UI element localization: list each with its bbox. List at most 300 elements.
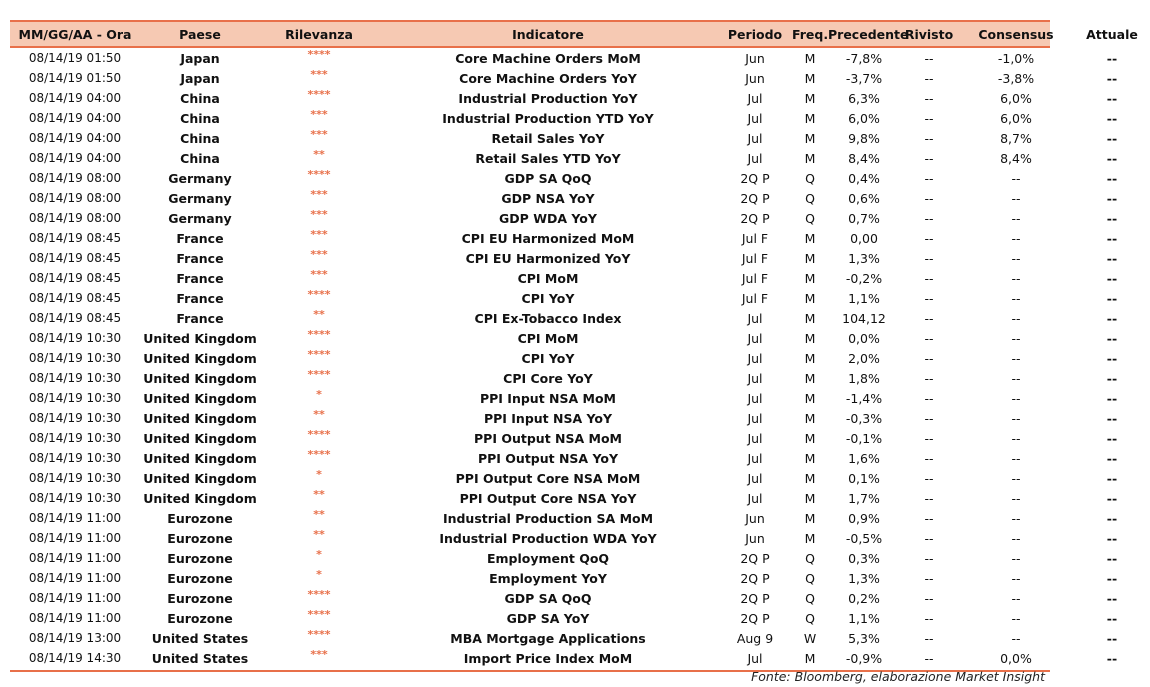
row-indicator: CPI Ex-Tobacco Index	[474, 310, 622, 326]
row-date: 08/14/19 10:30	[28, 351, 122, 365]
row-country: France	[176, 310, 224, 326]
row-indicator: CPI EU Harmonized YoY	[465, 250, 631, 266]
row-actual: --	[1106, 470, 1118, 486]
row-consensus: 8,4%	[1000, 150, 1032, 166]
row-revised: --	[924, 470, 934, 486]
row-revised: --	[924, 410, 934, 426]
row-consensus: --	[1011, 590, 1021, 606]
row-actual: --	[1106, 110, 1118, 126]
row-previous: 0,7%	[848, 210, 880, 226]
row-period: Jul	[747, 90, 763, 106]
row-actual: --	[1106, 530, 1118, 546]
row-period: 2Q P	[740, 170, 770, 186]
row-date: 08/14/19 04:00	[28, 111, 122, 125]
header-country: Paese	[179, 26, 221, 42]
row-date: 08/14/19 01:50	[28, 71, 122, 85]
row-revised: --	[924, 230, 934, 246]
row-consensus: --	[1011, 630, 1021, 646]
row-revised: --	[924, 570, 934, 586]
row-country: United Kingdom	[143, 470, 257, 486]
header-date: MM/GG/AA - Ora	[18, 26, 132, 42]
row-consensus: --	[1011, 250, 1021, 266]
row-indicator: GDP SA YoY	[506, 610, 590, 626]
row-freq: Q	[805, 190, 815, 206]
row-freq: M	[804, 410, 816, 426]
row-indicator: Import Price Index MoM	[463, 650, 633, 666]
row-country: Eurozone	[167, 510, 233, 526]
row-actual: --	[1106, 410, 1118, 426]
row-consensus: --	[1011, 350, 1021, 366]
row-relevance: **	[313, 528, 325, 541]
row-consensus: --	[1011, 490, 1021, 506]
row-relevance: ***	[310, 228, 328, 241]
row-date: 08/14/19 10:30	[28, 371, 122, 385]
row-indicator: MBA Mortgage Applications	[450, 630, 646, 646]
row-previous: 5,3%	[848, 630, 880, 646]
row-revised: --	[924, 650, 934, 666]
row-revised: --	[924, 50, 934, 66]
row-period: Jul	[747, 450, 763, 466]
table-row	[10, 148, 1118, 168]
row-indicator: PPI Input NSA MoM	[479, 390, 616, 406]
table-row	[10, 528, 1118, 548]
row-revised: --	[924, 170, 934, 186]
row-indicator: Employment YoY	[489, 570, 607, 586]
row-actual: --	[1106, 490, 1118, 506]
row-relevance: **	[313, 408, 325, 421]
row-consensus: --	[1011, 230, 1021, 246]
row-actual: --	[1106, 510, 1118, 526]
row-indicator: Industrial Production WDA YoY	[439, 530, 657, 546]
row-actual: --	[1106, 230, 1118, 246]
row-date: 08/14/19 01:50	[28, 51, 122, 65]
row-freq: Q	[805, 210, 815, 226]
row-relevance: ****	[307, 588, 331, 601]
row-indicator: PPI Output Core NSA YoY	[459, 490, 637, 506]
row-previous: 6,3%	[848, 90, 880, 106]
row-actual: --	[1106, 210, 1118, 226]
row-actual: --	[1106, 390, 1118, 406]
row-period: Jul	[747, 410, 763, 426]
row-indicator: CPI EU Harmonized MoM	[461, 230, 635, 246]
row-consensus: --	[1011, 170, 1021, 186]
row-consensus: 6,0%	[1000, 90, 1032, 106]
row-indicator: PPI Output NSA MoM	[474, 430, 622, 446]
row-date: 08/14/19 10:30	[28, 411, 122, 425]
row-period: 2Q P	[740, 610, 770, 626]
row-freq: M	[804, 650, 816, 666]
row-date: 08/14/19 14:30	[28, 651, 122, 665]
table-row	[10, 388, 1118, 408]
row-revised: --	[924, 250, 934, 266]
row-revised: --	[924, 330, 934, 346]
row-indicator: CPI YoY	[521, 350, 575, 366]
row-freq: M	[804, 450, 816, 466]
row-consensus: --	[1011, 450, 1021, 466]
row-country: United States	[151, 650, 249, 666]
row-indicator: PPI Output Core NSA MoM	[455, 470, 641, 486]
row-country: United Kingdom	[143, 410, 257, 426]
row-freq: Q	[805, 550, 815, 566]
table-row	[10, 128, 1118, 148]
row-freq: M	[804, 130, 816, 146]
row-period: 2Q P	[740, 590, 770, 606]
row-period: Jul F	[741, 290, 769, 306]
table-row	[10, 588, 1118, 608]
row-previous: -3,7%	[845, 70, 883, 86]
table-row	[10, 648, 1118, 668]
row-consensus: --	[1011, 370, 1021, 386]
row-previous: -1,4%	[845, 390, 883, 406]
row-country: Eurozone	[167, 530, 233, 546]
row-freq: M	[804, 350, 816, 366]
row-period: Jul	[747, 430, 763, 446]
table-row	[10, 468, 1118, 488]
table-row	[10, 488, 1118, 508]
row-revised: --	[924, 310, 934, 326]
table-row	[10, 408, 1118, 428]
calendar-table	[10, 20, 1138, 672]
row-date: 08/14/19 08:45	[28, 311, 122, 325]
row-date: 08/14/19 04:00	[28, 91, 122, 105]
row-previous: 8,4%	[848, 150, 880, 166]
row-revised: --	[924, 210, 934, 226]
row-relevance: ***	[310, 208, 328, 221]
row-actual: --	[1106, 550, 1118, 566]
row-actual: --	[1106, 310, 1118, 326]
row-revised: --	[924, 270, 934, 286]
row-country: Germany	[168, 170, 232, 186]
row-country: Japan	[180, 50, 220, 66]
row-consensus: 8,7%	[1000, 130, 1032, 146]
row-country: Germany	[168, 210, 232, 226]
row-relevance: ***	[310, 248, 328, 261]
row-period: Jun	[745, 50, 765, 66]
table-row	[10, 268, 1118, 288]
row-period: Jul	[747, 490, 763, 506]
row-indicator: Core Machine Orders YoY	[459, 70, 637, 86]
table-row	[10, 368, 1118, 388]
row-actual: --	[1106, 150, 1118, 166]
row-previous: 1,8%	[848, 370, 880, 386]
row-previous: 0,3%	[848, 550, 880, 566]
row-previous: 0,0%	[848, 330, 880, 346]
row-revised: --	[924, 450, 934, 466]
row-period: Jul	[747, 390, 763, 406]
row-actual: --	[1106, 650, 1118, 666]
row-period: Jun	[745, 510, 765, 526]
row-date: 08/14/19 11:00	[28, 571, 122, 585]
row-relevance: ****	[307, 48, 331, 61]
row-freq: M	[804, 470, 816, 486]
row-freq: Q	[805, 570, 815, 586]
row-country: Eurozone	[167, 570, 233, 586]
row-indicator: GDP WDA YoY	[499, 210, 597, 226]
row-previous: 1,7%	[848, 490, 880, 506]
row-freq: Q	[805, 170, 815, 186]
row-consensus: --	[1011, 510, 1021, 526]
row-indicator: GDP NSA YoY	[501, 190, 595, 206]
row-revised: --	[924, 490, 934, 506]
row-consensus: 6,0%	[1000, 110, 1032, 126]
row-previous: 0,9%	[848, 510, 880, 526]
row-freq: M	[804, 330, 816, 346]
row-relevance: *	[316, 468, 322, 481]
table-row	[10, 48, 1118, 68]
row-period: 2Q P	[740, 550, 770, 566]
row-revised: --	[924, 550, 934, 566]
row-period: Jul	[747, 310, 763, 326]
row-indicator: GDP SA QoQ	[504, 590, 592, 606]
row-previous: 9,8%	[848, 130, 880, 146]
row-revised: --	[924, 590, 934, 606]
row-revised: --	[924, 510, 934, 526]
row-freq: M	[804, 50, 816, 66]
row-country: China	[180, 110, 220, 126]
table-row	[10, 548, 1118, 568]
row-country: Eurozone	[167, 610, 233, 626]
row-relevance: *	[316, 548, 322, 561]
row-indicator: PPI Output NSA YoY	[477, 450, 619, 466]
row-freq: M	[804, 390, 816, 406]
row-date: 08/14/19 04:00	[28, 131, 122, 145]
row-relevance: **	[313, 488, 325, 501]
table-body	[10, 48, 1118, 668]
row-freq: Q	[805, 610, 815, 626]
row-period: 2Q P	[740, 570, 770, 586]
row-indicator: Employment QoQ	[486, 550, 610, 566]
row-date: 08/14/19 04:00	[28, 151, 122, 165]
row-relevance: ***	[310, 268, 328, 281]
row-previous: 1,1%	[848, 610, 880, 626]
row-previous: 0,4%	[848, 170, 880, 186]
row-freq: M	[804, 230, 816, 246]
row-actual: --	[1106, 270, 1118, 286]
row-date: 08/14/19 10:30	[28, 431, 122, 445]
row-freq: M	[804, 370, 816, 386]
row-country: United States	[151, 630, 249, 646]
row-relevance: ***	[310, 68, 328, 81]
row-revised: --	[924, 530, 934, 546]
table-row	[10, 208, 1118, 228]
row-relevance: *	[316, 388, 322, 401]
row-period: Aug 9	[736, 630, 774, 646]
row-revised: --	[924, 130, 934, 146]
row-country: United Kingdom	[143, 330, 257, 346]
row-date: 08/14/19 11:00	[28, 591, 122, 605]
row-relevance: ****	[307, 608, 331, 621]
row-freq: M	[804, 70, 816, 86]
row-date: 08/14/19 08:45	[28, 231, 122, 245]
row-previous: 1,3%	[848, 250, 880, 266]
row-date: 08/14/19 11:00	[28, 531, 122, 545]
table-row	[10, 428, 1118, 448]
row-country: United Kingdom	[143, 450, 257, 466]
table-row	[10, 308, 1118, 328]
row-relevance: ***	[310, 108, 328, 121]
row-indicator: Industrial Production YTD YoY	[442, 110, 654, 126]
row-consensus: --	[1011, 390, 1021, 406]
row-relevance: ***	[310, 128, 328, 141]
row-relevance: *	[316, 568, 322, 581]
row-consensus: --	[1011, 570, 1021, 586]
row-consensus: --	[1011, 550, 1021, 566]
row-country: Eurozone	[167, 550, 233, 566]
row-date: 08/14/19 11:00	[28, 611, 122, 625]
row-country: United Kingdom	[143, 490, 257, 506]
row-date: 08/14/19 08:45	[28, 291, 122, 305]
row-revised: --	[924, 150, 934, 166]
row-relevance: ****	[307, 368, 331, 381]
row-actual: --	[1106, 590, 1118, 606]
row-actual: --	[1106, 610, 1118, 626]
table-row	[10, 348, 1118, 368]
row-previous: 0,1%	[848, 470, 880, 486]
row-actual: --	[1106, 70, 1118, 86]
table-row	[10, 628, 1118, 648]
row-country: Germany	[168, 190, 232, 206]
row-period: Jun	[745, 530, 765, 546]
row-previous: 0,2%	[848, 590, 880, 606]
row-period: Jul F	[741, 270, 769, 286]
row-actual: --	[1106, 630, 1118, 646]
row-previous: 1,1%	[848, 290, 880, 306]
row-freq: M	[804, 430, 816, 446]
row-revised: --	[924, 290, 934, 306]
table-row	[10, 508, 1118, 528]
header-actual: Attuale	[1086, 26, 1138, 42]
row-consensus: --	[1011, 210, 1021, 226]
row-date: 08/14/19 08:45	[28, 271, 122, 285]
table-row	[10, 448, 1118, 468]
row-freq: M	[804, 270, 816, 286]
row-country: United Kingdom	[143, 350, 257, 366]
header-relevance: Rilevanza	[285, 26, 353, 42]
row-indicator: Retail Sales YTD YoY	[475, 150, 621, 166]
row-freq: W	[803, 630, 817, 646]
row-indicator: CPI Core YoY	[503, 370, 593, 386]
row-previous: 0,00	[850, 230, 878, 246]
row-consensus: --	[1011, 530, 1021, 546]
row-relevance: ****	[307, 448, 331, 461]
row-revised: --	[924, 370, 934, 386]
row-previous: 1,6%	[848, 450, 880, 466]
row-indicator: Core Machine Orders MoM	[455, 50, 641, 66]
table-row	[10, 88, 1118, 108]
row-actual: --	[1106, 290, 1118, 306]
row-date: 08/14/19 08:00	[28, 171, 122, 185]
row-indicator: Retail Sales YoY	[491, 130, 605, 146]
row-consensus: --	[1011, 330, 1021, 346]
table-row	[10, 568, 1118, 588]
row-indicator: CPI MoM	[517, 270, 579, 286]
row-period: Jul	[747, 350, 763, 366]
row-period: Jul	[747, 370, 763, 386]
row-freq: M	[804, 110, 816, 126]
row-indicator: CPI YoY	[521, 290, 575, 306]
row-freq: Q	[805, 590, 815, 606]
row-revised: --	[924, 190, 934, 206]
row-actual: --	[1106, 130, 1118, 146]
row-actual: --	[1106, 350, 1118, 366]
row-date: 08/14/19 10:30	[28, 391, 122, 405]
row-relevance: **	[313, 308, 325, 321]
row-actual: --	[1106, 370, 1118, 386]
table-row	[10, 188, 1118, 208]
row-date: 08/14/19 08:45	[28, 251, 122, 265]
table-row	[10, 328, 1118, 348]
row-country: China	[180, 90, 220, 106]
row-consensus: --	[1011, 290, 1021, 306]
row-relevance: **	[313, 508, 325, 521]
row-actual: --	[1106, 430, 1118, 446]
row-freq: M	[804, 290, 816, 306]
table-row	[10, 108, 1118, 128]
row-indicator: PPI Input NSA YoY	[483, 410, 613, 426]
row-actual: --	[1106, 250, 1118, 266]
row-country: United Kingdom	[143, 430, 257, 446]
row-previous: -0,5%	[845, 530, 883, 546]
header-revised: Rivisto	[904, 26, 954, 42]
row-relevance: ***	[310, 648, 328, 661]
row-country: United Kingdom	[143, 370, 257, 386]
header-previous: Precedente	[828, 26, 909, 42]
row-country: France	[176, 230, 224, 246]
row-period: Jul	[747, 150, 763, 166]
row-country: France	[176, 270, 224, 286]
row-actual: --	[1106, 170, 1118, 186]
header-freq: Freq.	[792, 26, 829, 42]
row-actual: --	[1106, 570, 1118, 586]
row-indicator: Industrial Production SA MoM	[442, 510, 654, 526]
source-note: Fonte: Bloomberg, elaborazione Market Insight	[751, 669, 1045, 684]
row-period: Jul	[747, 470, 763, 486]
row-date: 08/14/19 10:30	[28, 331, 122, 345]
row-date: 08/14/19 08:00	[28, 191, 122, 205]
row-relevance: ****	[307, 348, 331, 361]
row-consensus: --	[1011, 610, 1021, 626]
table-row	[10, 228, 1118, 248]
row-revised: --	[924, 350, 934, 366]
row-relevance: ****	[307, 628, 331, 641]
row-relevance: ***	[310, 188, 328, 201]
row-consensus: -1,0%	[997, 50, 1035, 66]
header-period: Periodo	[727, 26, 783, 42]
row-date: 08/14/19 08:00	[28, 211, 122, 225]
row-country: France	[176, 290, 224, 306]
row-revised: --	[924, 430, 934, 446]
row-actual: --	[1106, 450, 1118, 466]
row-date: 08/14/19 13:00	[28, 631, 122, 645]
row-consensus: --	[1011, 310, 1021, 326]
row-date: 08/14/19 10:30	[28, 471, 122, 485]
row-previous: 1,3%	[848, 570, 880, 586]
row-period: Jul	[747, 130, 763, 146]
row-revised: --	[924, 610, 934, 626]
row-freq: M	[804, 490, 816, 506]
row-period: Jul F	[741, 230, 769, 246]
row-actual: --	[1106, 330, 1118, 346]
row-consensus: --	[1011, 410, 1021, 426]
row-country: France	[176, 250, 224, 266]
row-consensus: 0,0%	[1000, 650, 1032, 666]
row-revised: --	[924, 90, 934, 106]
row-freq: M	[804, 150, 816, 166]
row-actual: --	[1106, 50, 1118, 66]
row-consensus: --	[1011, 270, 1021, 286]
row-period: Jul F	[741, 250, 769, 266]
table-row	[10, 608, 1118, 628]
